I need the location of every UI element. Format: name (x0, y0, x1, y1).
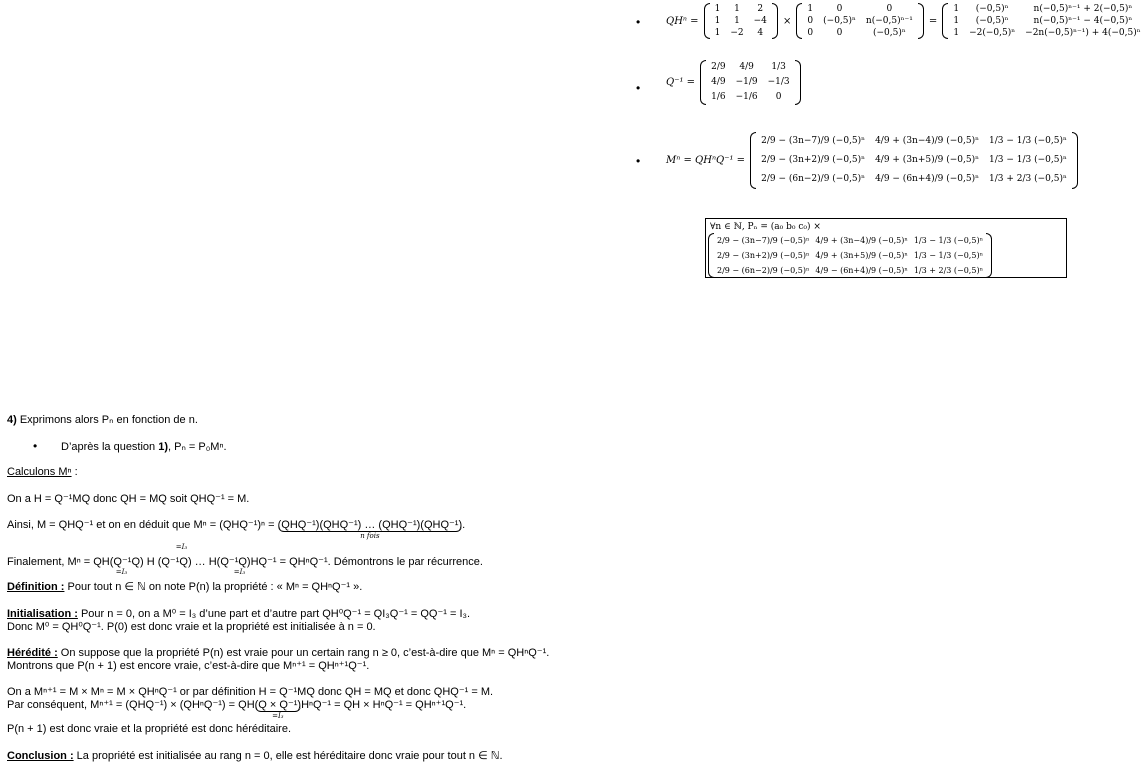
bullet-line (61, 440, 227, 453)
bullet-dot: • (33, 439, 38, 453)
matrix-cell: (−0,5)ⁿ (823, 16, 856, 26)
bullet-dot: • (636, 154, 641, 168)
matrix-cell: 4/9 + (3n−4)/9 (−0,5)ⁿ (875, 136, 980, 146)
ainsi-start: Ainsi, M = QHQ⁻¹ et on en déduit que Mⁿ = (QHQ⁻¹)ⁿ = (7, 519, 278, 531)
line-pn1: P(n + 1) est donc vraie et la propriété est donc héréditaire. (7, 723, 292, 735)
pn-result-box (705, 218, 1067, 278)
matrix-cell: 1 (953, 16, 960, 26)
matrix-cell: 2/9 − (3n+2)/9 (−0,5)ⁿ (761, 155, 866, 165)
final-mid: (Q⁻¹Q) H (Q⁻¹Q) … H(Q⁻¹Q)HQ⁻¹ (109, 556, 277, 568)
matrix-cell: 0 (775, 92, 782, 102)
pn-matrix (708, 233, 992, 278)
definition-label: Définition : (7, 581, 65, 593)
matrix-cell: 4/9 (711, 77, 726, 87)
init-line-2: Donc M⁰ = QH⁰Q⁻¹. P(0) est donc vraie et la propriété est initialisée à n = 0. (7, 621, 376, 633)
i3-note: =I₃ (175, 543, 188, 551)
final-start: Finalement, Mⁿ = QH (7, 556, 110, 568)
matrix-cell: 1 (714, 16, 721, 26)
line-finalement (7, 543, 483, 576)
init-text: Pour n = 0, on a M⁰ = I₃ d’une part et d’autre part QH⁰Q⁻¹ = QI₃Q⁻¹ = QQ⁻¹ = I₃. (77, 608, 471, 620)
n-fois-note: n fois (360, 532, 380, 540)
matrix-cell: 4/9 − (6n+4)/9 (−0,5)ⁿ (815, 266, 908, 275)
matrix-cell: 4/9 + (3n+5)/9 (−0,5)ⁿ (875, 155, 980, 165)
equals-sign: = (928, 15, 938, 27)
matrix-cell: 4 (757, 28, 764, 38)
matrix-cell: 2/9 (711, 62, 726, 72)
init-label: Initialisation : (7, 608, 78, 620)
matrix-cell: 2 (757, 4, 764, 14)
parcons-mid: (Q × Q⁻¹) (254, 699, 302, 711)
matrix-cell: n(−0,5)ⁿ⁻¹ (865, 16, 913, 26)
matrix-cell: 4/9 + (3n−4)/9 (−0,5)ⁿ (815, 236, 908, 245)
mn-matrix (750, 132, 1078, 189)
i3-note: =I₃ (115, 568, 128, 576)
qhn-result-matrix (942, 3, 1141, 39)
matrix-cell: −4 (753, 16, 767, 26)
bullet-dot: • (636, 81, 641, 95)
matrix-cell: 4/9 + (3n+5)/9 (−0,5)ⁿ (815, 251, 908, 260)
question-text: Exprimons alors Pₙ en fonction de n. (19, 414, 198, 426)
matrix-cell: 0 (886, 4, 893, 14)
parcons-start: Par conséquent, Mⁿ⁺¹ = (QHQ⁻¹) × (QHⁿQ⁻¹) = QH (7, 699, 255, 711)
matrix-cell: 1/3 − 1/3 (−0,5)ⁿ (913, 236, 984, 245)
final-end: = QHⁿQ⁻¹. Démontrons le par récurrence. (276, 556, 483, 568)
init-line (7, 607, 470, 620)
matrix-cell: 1 (714, 4, 721, 14)
matrix-cell: 0 (836, 28, 843, 38)
bullet-text: D’après la question (61, 441, 156, 453)
matrix-cell: 1 (807, 4, 814, 14)
mn-equation (664, 132, 1078, 189)
line-on-a: On a H = Q⁻¹MQ donc QH = MQ soit QHQ⁻¹ = M. (7, 493, 250, 505)
matrix-cell: (−0,5)ⁿ (975, 4, 1009, 14)
matrix-cell: −2n(−0,5)ⁿ⁻¹) + 4(−0,5)ⁿ (1025, 28, 1141, 38)
matrix-cell: 2/9 − (6n−2)/9 (−0,5)ⁿ (717, 266, 810, 275)
hered-line (7, 646, 549, 659)
matrix-cell: −1/6 (735, 92, 758, 102)
q-matrix (704, 3, 778, 39)
matrix-cell: (−0,5)ⁿ (975, 16, 1009, 26)
matrix-cell: 4/9 − (6n+4)/9 (−0,5)ⁿ (875, 174, 980, 184)
question-4 (7, 413, 198, 426)
qhn-label: QHⁿ = (666, 15, 699, 27)
matrix-cell: 4/9 (739, 62, 754, 72)
matrix-cell: 2/9 − (3n−7)/9 (−0,5)ⁿ (717, 236, 810, 245)
mn-label: Mⁿ = QHⁿQ⁻¹ = (666, 155, 746, 166)
calc-colon: : (71, 466, 78, 478)
qinv-matrix (700, 60, 801, 105)
definition-text: Pour tout n ∈ ℕ on note P(n) la propriété : « Mⁿ = QHⁿQ⁻¹ ». (64, 581, 363, 593)
parcons-end: HⁿQ⁻¹ = QH × HⁿQ⁻¹ = QHⁿ⁺¹Q⁻¹. (301, 699, 467, 711)
matrix-cell: −2 (730, 28, 744, 38)
matrix-cell: 1/6 (711, 92, 726, 102)
matrix-cell: −1/9 (735, 77, 758, 87)
matrix-cell: 1 (734, 16, 740, 26)
matrix-cell: n(−0,5)ⁿ⁻¹ − 4(−0,5)ⁿ (1033, 16, 1133, 26)
qinv-equation (664, 60, 801, 105)
matrix-cell: 2/9 − (6n−2)/9 (−0,5)ⁿ (761, 174, 866, 184)
matrix-cell: 1 (734, 4, 740, 14)
calc-heading (7, 466, 78, 478)
matrix-cell: (−0,5)ⁿ (873, 28, 906, 38)
i3-note: =I₃ (272, 712, 284, 720)
matrix-cell: 1/3 (771, 62, 786, 72)
conclusion-text: La propriété est initialisée au rang n = 0, elle est héréditaire donc vraie pour tout n ∈ ℕ. (73, 750, 503, 762)
line-par-consequent (7, 698, 467, 720)
definition-line (7, 580, 362, 593)
line-ainsi (7, 518, 466, 540)
matrix-cell: −1/3 (767, 77, 790, 87)
pn-label: ∀n ∈ ℕ, Pₙ = (a₀ b₀ c₀) × (710, 222, 821, 233)
bullet-ref: 1) (158, 441, 169, 453)
qhn-equation (664, 3, 1141, 39)
question-number: 4) (7, 414, 17, 426)
matrix-cell: n(−0,5)ⁿ⁻¹ + 2(−0,5)ⁿ (1033, 4, 1133, 14)
qinv-label: Q⁻¹ = (666, 77, 696, 88)
matrix-cell: 2/9 − (3n+2)/9 (−0,5)ⁿ (717, 251, 810, 260)
line-on-a-2: On a Mⁿ⁺¹ = M × Mⁿ = M × QHⁿQ⁻¹ or par définition H = Q⁻¹MQ donc QH = MQ et donc QHQ⁻¹ = M. (7, 686, 494, 698)
matrix-cell: 1/3 − 1/3 (−0,5)ⁿ (989, 155, 1067, 165)
matrix-cell: −2(−0,5)ⁿ (969, 28, 1016, 38)
hered-label: Hérédité : (7, 647, 58, 659)
i3-note: =I₃ (233, 568, 246, 576)
matrix-cell: 0 (836, 4, 843, 14)
matrix-cell: 1 (953, 28, 960, 38)
matrix-cell: 1/3 + 2/3 (−0,5)ⁿ (913, 266, 984, 275)
bullet-formula: , Pₙ = P₀Mⁿ. (168, 441, 227, 453)
matrix-cell: 1 (714, 28, 721, 38)
ainsi-end: . (462, 519, 466, 531)
matrix-cell: 1/3 − 1/3 (−0,5)ⁿ (989, 136, 1067, 146)
matrix-cell: 2/9 − (3n−7)/9 (−0,5)ⁿ (761, 136, 866, 146)
matrix-cell: 0 (807, 28, 814, 38)
matrix-cell: 1/3 + 2/3 (−0,5)ⁿ (989, 174, 1067, 184)
matrix-cell: 0 (807, 16, 814, 26)
bullet-dot: • (636, 15, 641, 29)
ainsi-product: (QHQ⁻¹)(QHQ⁻¹) … (QHQ⁻¹)(QHQ⁻¹) (277, 519, 463, 531)
matrix-cell: 1/3 − 1/3 (−0,5)ⁿ (913, 251, 984, 260)
hered-line-2: Montrons que P(n + 1) est encore vraie, c’est-à-dire que Mⁿ⁺¹ = QHⁿ⁺¹Q⁻¹. (7, 660, 370, 672)
calc-heading-text: Calculons Mⁿ (7, 466, 72, 478)
conclusion-line (7, 749, 503, 762)
times-sign: × (782, 15, 792, 27)
conclusion-label: Conclusion : (7, 750, 74, 762)
hn-matrix (796, 3, 923, 39)
hered-text: On suppose que la propriété P(n) est vraie pour un certain rang n ≥ 0, c’est-à-dire que Mⁿ = QHⁿQ⁻¹. (57, 647, 550, 659)
matrix-cell: 1 (953, 4, 960, 14)
